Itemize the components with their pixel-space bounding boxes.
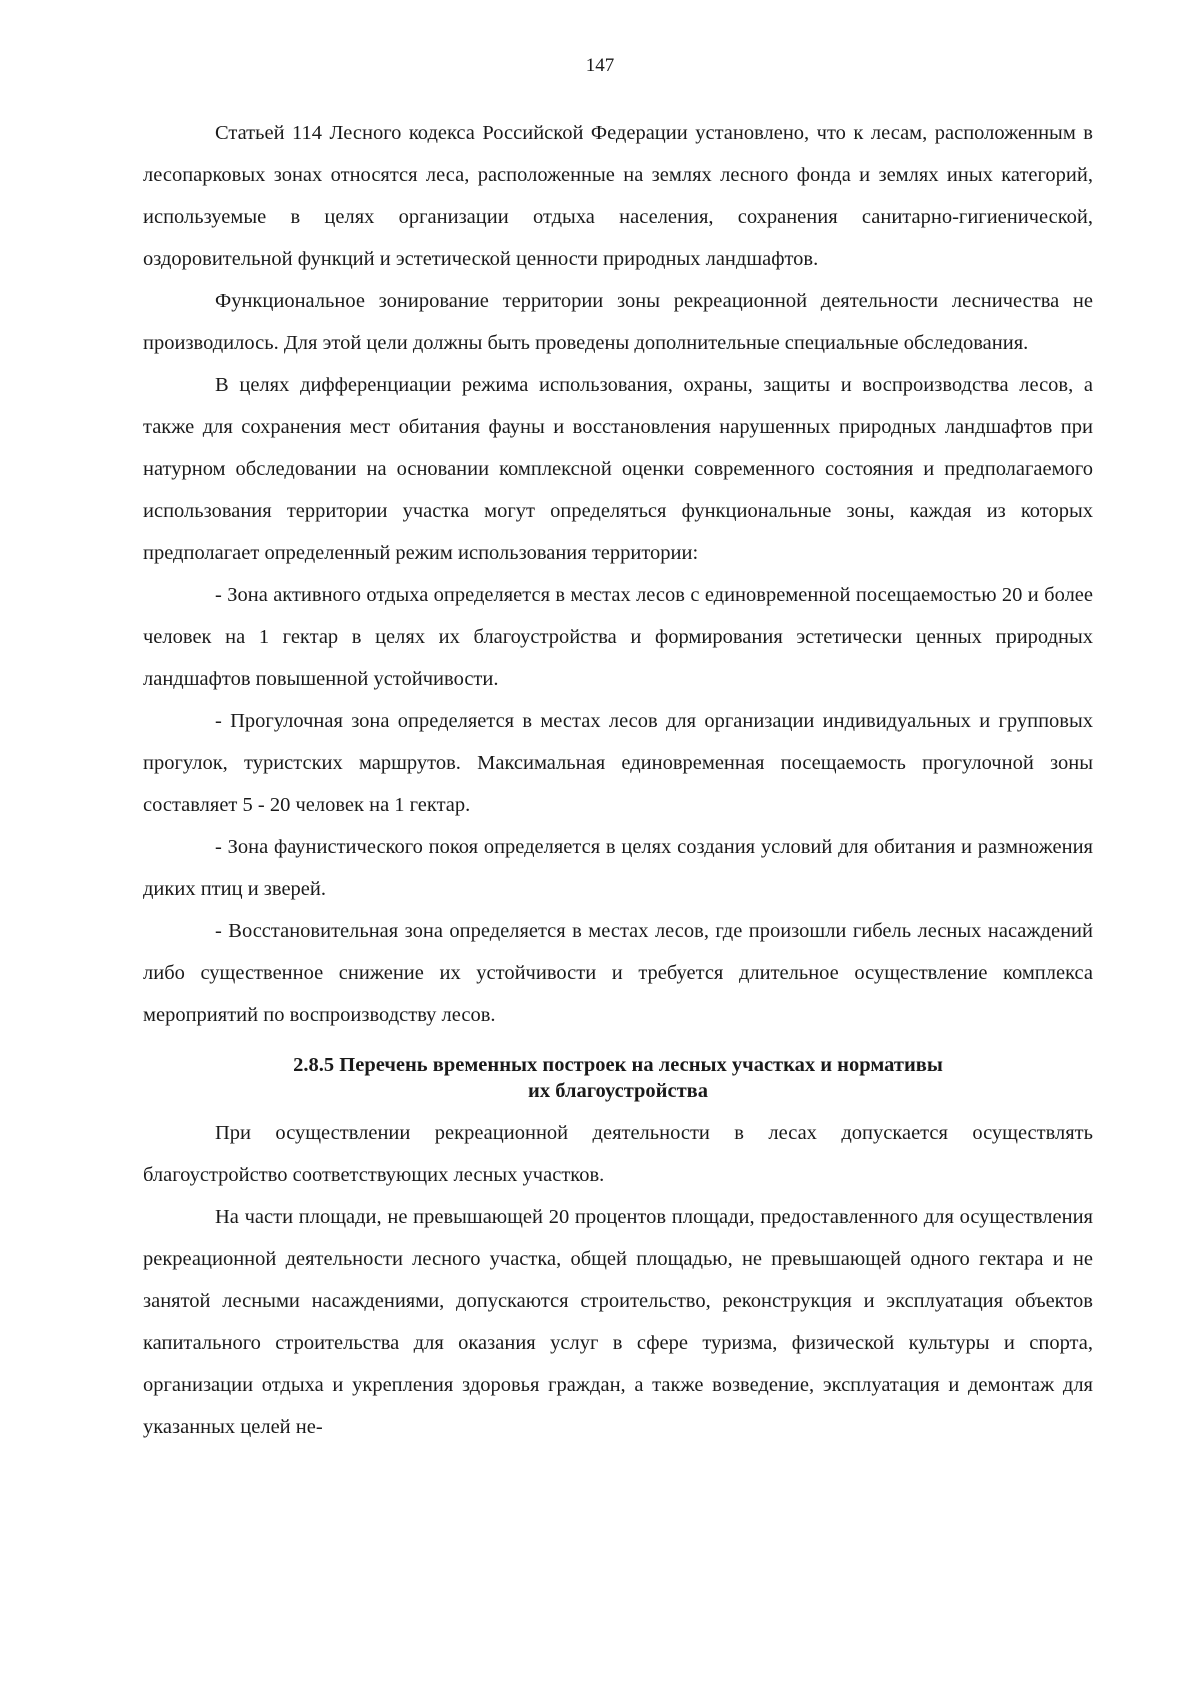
list-item-walking-zone: - Прогулочная зона определяется в местах лесов для организации индивидуальных и групповых прогулок, туристских маршрутов. Максимальная единовременная посещаемость прогулочной зоны составляет 5 - 20 человек на 1 гектар. [143,710,1093,816]
list-item-restoration-zone: - Восстановительная зона определяется в местах лесов, где произошли гибель лесных насаждений либо существенное снижение их устойчивости и требуется длительное осуществление комплекса мероприятий по воспроизводству лесов. [143,920,1093,1026]
section-heading-line-2: их благоустройства [528,1080,708,1102]
paragraph-capital-construction: На части площади, не превышающей 20 процентов площади, предоставленного для осуществления рекреационной деятельности лесного участка, общей площадью, не превышающей одного гектара и не занятой лесными насаждениями, допускаются строительство, реконструкция и эксплуатация объектов капитального строительства для оказания услуг в сфере туризма, физической культуры и спорта, организации отдыха и укрепления здоровья граждан, а также возведение, эксплуатация и демонтаж для указанных целей не- [143,1206,1093,1438]
list-item-active-recreation-zone: - Зона активного отдыха определяется в местах лесов с единовременной посещаемостью 20 и более человек на 1 гектар в целях их благоустройства и формирования эстетически ценных природных ландшафтов повышенной устойчивости. [143,584,1093,690]
paragraph-functional-zoning: Функциональное зонирование территории зоны рекреационной деятельности лесничества не производилось. Для этой цели должны быть проведены дополнительные специальные обследования. [143,290,1093,354]
document-body [143,112,1093,1448]
list-item-fauna-rest-zone: - Зона фаунистического покоя определяется в целях создания условий для обитания и размножения диких птиц и зверей. [143,836,1093,900]
section-heading-line-1: 2.8.5 Перечень временных построек на лесных участках и нормативы [293,1054,943,1076]
section-heading [143,1052,1093,1104]
paragraph-landscaping-permission: При осуществлении рекреационной деятельности в лесах допускается осуществлять благоустройство соответствующих лесных участков. [143,1122,1093,1186]
page-number: 147 [585,55,615,76]
paragraph-zone-differentiation: В целях дифференциации режима использования, охраны, защиты и воспроизводства лесов, а также для сохранения мест обитания фауны и восстановления нарушенных природных ландшафтов при натурном обследовании на основании комплексной оценки современного состояния и предполагаемого использования территории участка могут определяться функциональные зоны, каждая из которых предполагает определенный режим использования территории: [143,374,1093,564]
paragraph-forest-code-article: Статьей 114 Лесного кодекса Российской Федерации установлено, что к лесам, расположенным в лесопарковых зонах относятся леса, расположенные на землях лесного фонда и землях иных категорий, используемые в целях организации отдыха населения, сохранения санитарно-гигиенической, оздоровительной функций и эстетической ценности природных ландшафтов. [143,122,1093,270]
